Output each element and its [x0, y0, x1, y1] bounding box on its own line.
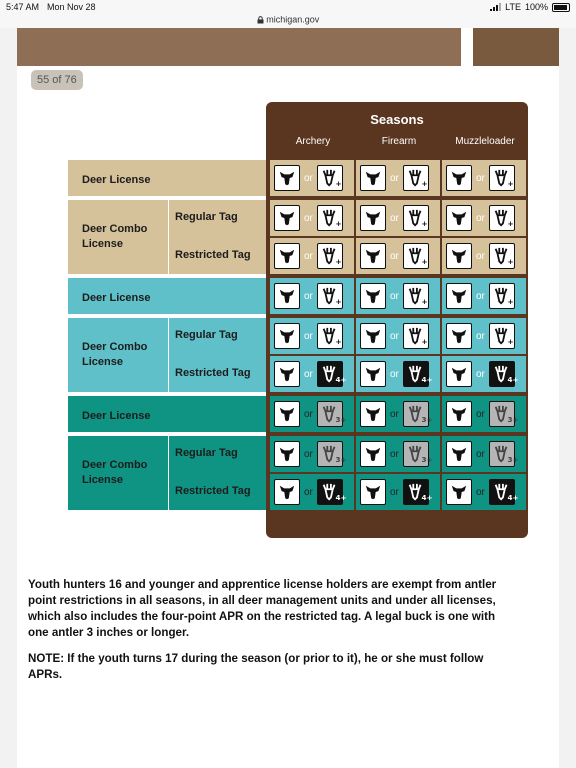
or-label: or: [304, 212, 313, 224]
antler-black-4-plus-icon: [317, 361, 347, 387]
or-label: or: [390, 250, 399, 262]
icon-group: [274, 323, 343, 349]
icon-group: [360, 441, 433, 467]
antler-gray-3-plus-icon: [489, 401, 519, 427]
antler-gray-3-plus-icon: [317, 401, 347, 427]
antler-black-4-plus-icon: [489, 479, 519, 505]
antler-white-plus-icon: [403, 165, 429, 191]
deer-head-icon: [360, 361, 386, 387]
antler-white-plus-icon: [489, 243, 515, 269]
antler-white-plus-icon: [489, 165, 515, 191]
svg-text:+: +: [421, 179, 428, 189]
battery-icon: [552, 3, 570, 12]
icon-group: [446, 243, 515, 269]
icon-group: [446, 401, 519, 427]
or-label: or: [476, 368, 485, 380]
column-muzzleloader: Muzzleloader: [455, 136, 515, 147]
group-label: Deer Combo License: [82, 459, 148, 486]
tag-label: Regular Tag: [175, 211, 238, 223]
antler-black-4-plus-icon: [403, 361, 433, 387]
svg-text:+: +: [507, 219, 514, 229]
deer-head-icon: [274, 441, 300, 467]
or-label: or: [304, 408, 313, 420]
deer-head-icon: [274, 401, 300, 427]
icon-group: [360, 205, 429, 231]
icon-group: [446, 441, 519, 467]
or-label: or: [304, 250, 313, 262]
group-label: Deer Combo License: [82, 341, 148, 368]
carrier-label: LTE: [505, 2, 521, 12]
or-label: or: [390, 330, 399, 342]
icon-group: [360, 323, 429, 349]
or-label: or: [304, 486, 313, 498]
deer-head-icon: [446, 441, 472, 467]
deer-head-icon: [360, 243, 386, 269]
svg-text:+: +: [335, 179, 342, 189]
icon-group: [274, 205, 343, 231]
deer-head-icon: [360, 283, 386, 309]
antler-white-plus-icon: [317, 205, 343, 231]
or-label: or: [390, 368, 399, 380]
or-label: or: [304, 172, 313, 184]
divider: [168, 200, 169, 274]
url-bar[interactable]: [0, 14, 576, 28]
tag-label: Regular Tag: [175, 447, 238, 459]
antler-black-4-plus-icon: [317, 479, 347, 505]
svg-text:+: +: [421, 297, 428, 307]
svg-text:+: +: [421, 337, 428, 347]
deer-head-icon: [446, 401, 472, 427]
license-label: Deer License: [82, 292, 151, 304]
or-label: or: [304, 448, 313, 460]
icon-group: [446, 479, 519, 505]
license-label: Deer License: [82, 410, 151, 422]
or-label: or: [476, 330, 485, 342]
icon-group: [446, 165, 515, 191]
group-label: Deer Combo License: [82, 223, 148, 250]
deer-head-icon: [446, 323, 472, 349]
or-label: or: [390, 408, 399, 420]
svg-text:+: +: [507, 337, 514, 347]
deer-head-icon: [360, 479, 386, 505]
antler-white-plus-icon: [317, 283, 343, 309]
svg-text:4+: 4+: [421, 493, 433, 503]
url-text: michigan.gov: [266, 14, 320, 25]
divider: [168, 436, 169, 510]
license-label: Deer License: [82, 174, 151, 186]
deer-head-icon: [274, 283, 300, 309]
antler-white-plus-icon: [317, 165, 343, 191]
svg-text:+: +: [335, 219, 342, 229]
page-indicator: 55 of 76: [31, 70, 83, 90]
svg-text:+: +: [507, 297, 514, 307]
svg-text:+: +: [335, 337, 342, 347]
deer-head-icon: [446, 205, 472, 231]
svg-text:3+: 3+: [507, 415, 519, 425]
or-label: or: [390, 448, 399, 460]
or-label: or: [304, 330, 313, 342]
deer-head-icon: [274, 361, 300, 387]
antler-gray-3-plus-icon: [317, 441, 347, 467]
svg-text:4+: 4+: [507, 375, 519, 385]
or-label: or: [476, 250, 485, 262]
antler-gray-3-plus-icon: [403, 401, 433, 427]
deer-head-icon: [360, 401, 386, 427]
svg-text:3+: 3+: [421, 415, 433, 425]
seasons-title: Seasons: [370, 112, 424, 127]
icon-group: [360, 401, 433, 427]
antler-black-4-plus-icon: [489, 361, 519, 387]
svg-text:+: +: [421, 219, 428, 229]
or-label: or: [390, 290, 399, 302]
column-archery: Archery: [295, 136, 331, 147]
icon-group: [446, 283, 515, 309]
deer-head-icon: [446, 165, 472, 191]
svg-text:4+: 4+: [335, 375, 347, 385]
antler-gray-3-plus-icon: [489, 441, 519, 467]
icon-group: [274, 165, 343, 191]
svg-text:+: +: [335, 257, 342, 267]
or-label: or: [390, 172, 399, 184]
svg-text:+: +: [507, 257, 514, 267]
deer-head-icon: [446, 361, 472, 387]
antler-white-plus-icon: [489, 283, 515, 309]
icon-group: [274, 479, 347, 505]
tag-label: Restricted Tag: [175, 485, 251, 497]
deer-head-icon: [360, 441, 386, 467]
icon-group: [274, 401, 347, 427]
svg-text:3+: 3+: [421, 455, 433, 465]
svg-text:4+: 4+: [421, 375, 433, 385]
antler-white-plus-icon: [489, 323, 515, 349]
icon-group: [274, 441, 347, 467]
note-paragraph: NOTE: If the youth turns 17 during the season (or prior to it), he or she must follow APRs.: [28, 652, 484, 681]
or-label: or: [390, 212, 399, 224]
antler-white-plus-icon: [403, 243, 429, 269]
or-label: or: [476, 212, 485, 224]
antler-white-plus-icon: [403, 283, 429, 309]
battery-percent: 100%: [524, 2, 548, 12]
antler-white-plus-icon: [317, 243, 343, 269]
or-label: or: [304, 290, 313, 302]
icon-group: [274, 243, 343, 269]
deer-head-icon: [360, 205, 386, 231]
youth-exemption-paragraph: Youth hunters 16 and younger and apprentice license holders are exempt from antler point restrictions in all seasons, in all deer management units and under all licenses, which also includes the four-point APR on the restricted tag. A legal buck is one with one antler 3 inches or longer.: [28, 578, 497, 639]
or-label: or: [476, 448, 485, 460]
svg-text:+: +: [507, 179, 514, 189]
antler-black-4-plus-icon: [403, 479, 433, 505]
antler-white-plus-icon: [489, 205, 515, 231]
antler-white-plus-icon: [317, 323, 343, 349]
status-time: 5:47 AM: [6, 2, 40, 12]
column-firearm: Firearm: [381, 136, 417, 147]
signal-icon: [490, 3, 501, 11]
icon-group: [360, 479, 433, 505]
antler-gray-3-plus-icon: [403, 441, 433, 467]
svg-text:3+: 3+: [507, 455, 519, 465]
svg-text:4+: 4+: [507, 493, 519, 503]
or-label: or: [304, 368, 313, 380]
icon-group: [360, 361, 433, 387]
status-date: Mon Nov 28: [47, 2, 96, 12]
svg-text:+: +: [335, 297, 342, 307]
lock-icon: [257, 16, 264, 24]
top-photo-band: [17, 28, 559, 66]
or-label: or: [476, 408, 485, 420]
or-label: or: [476, 172, 485, 184]
svg-text:3+: 3+: [335, 455, 347, 465]
deer-head-icon: [360, 323, 386, 349]
divider: [168, 318, 169, 392]
icon-group: [446, 361, 519, 387]
or-label: or: [390, 486, 399, 498]
deer-head-icon: [446, 479, 472, 505]
deer-head-icon: [360, 165, 386, 191]
or-label: or: [476, 290, 485, 302]
tag-label: Regular Tag: [175, 329, 238, 341]
tag-label: Restricted Tag: [175, 249, 251, 261]
status-bar: [0, 0, 576, 14]
icon-group: [360, 165, 429, 191]
icon-group: [274, 283, 343, 309]
svg-text:4+: 4+: [335, 493, 347, 503]
or-label: or: [476, 486, 485, 498]
deer-head-icon: [446, 283, 472, 309]
deer-head-icon: [274, 165, 300, 191]
deer-head-icon: [274, 205, 300, 231]
status-right: [490, 2, 570, 12]
icon-group: [446, 205, 515, 231]
svg-text:3+: 3+: [335, 415, 347, 425]
deer-head-icon: [274, 479, 300, 505]
svg-text:+: +: [421, 257, 428, 267]
deer-head-icon: [274, 243, 300, 269]
icon-group: [360, 243, 429, 269]
icon-group: [446, 323, 515, 349]
icon-group: [274, 361, 347, 387]
deer-head-icon: [274, 323, 300, 349]
icon-group: [360, 283, 429, 309]
tag-label: Restricted Tag: [175, 367, 251, 379]
antler-white-plus-icon: [403, 323, 429, 349]
deer-head-icon: [446, 243, 472, 269]
antler-white-plus-icon: [403, 205, 429, 231]
